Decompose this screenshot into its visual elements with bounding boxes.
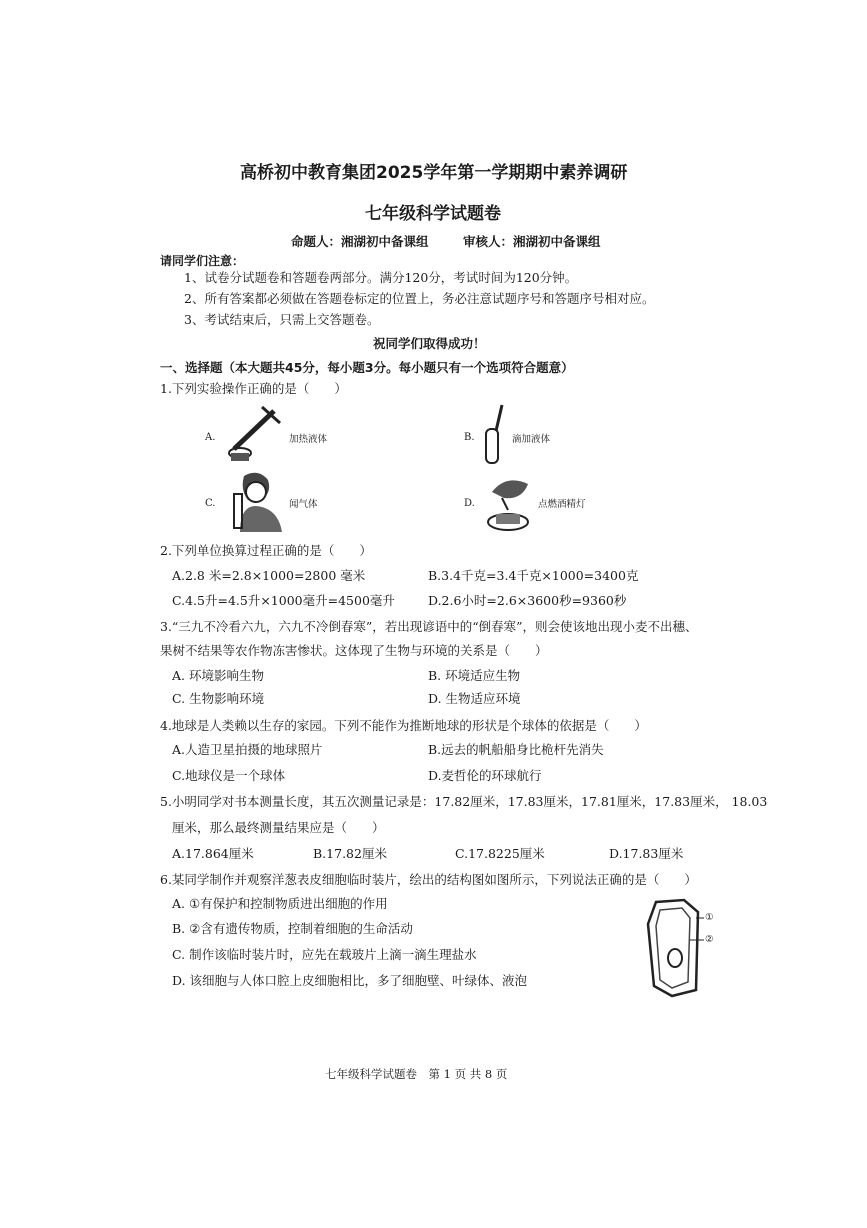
question-1-stem: 1.下列实验操作正确的是（ ） <box>160 381 347 396</box>
question-6-option: D. 该细胞与人体口腔上皮细胞相比，多了细胞壁、叶绿体、液泡 <box>172 973 528 988</box>
option-caption: 滴加液体 <box>512 434 551 445</box>
cell-label-2: ② <box>705 934 714 945</box>
question-5-stem: 5.小明同学对书本测量长度，其五次测量记录是：17.82厘米，17.83厘米，17.81厘米，17.83厘米， 18.03 <box>160 794 768 809</box>
section-heading: 一、选择题（本大题共45分，每小题3分。每小题只有一个选项符合题意） <box>160 360 574 375</box>
option-letter: C. <box>205 498 216 509</box>
question-5-option: C.17.8225厘米 <box>455 846 545 861</box>
onion-cell-diagram <box>638 898 714 998</box>
lighting-alcohol-lamp-figure <box>482 470 534 532</box>
question-4-option: C.地球仪是一个球体 <box>172 768 286 783</box>
question-6-option: C. 制作该临时装片时，应先在载玻片上滴一滴生理盐水 <box>172 947 477 962</box>
option-caption: 点燃酒精灯 <box>538 499 586 510</box>
notice-item: 3、考试结束后，只需上交答题卷。 <box>184 312 380 327</box>
question-3-option: A. 环境影响生物 <box>172 668 264 683</box>
exam-subtitle: 七年级科学试题卷 <box>365 204 501 224</box>
question-2-option: B.3.4千克=3.4千克×1000=3400克 <box>428 568 639 583</box>
question-2-option: A.2.8 米=2.8×1000=2800 毫米 <box>172 568 366 583</box>
dropping-liquid-figure <box>482 403 512 467</box>
question-3-option: C. 生物影响环境 <box>172 691 265 706</box>
question-4-option: B.远去的帆船船身比桅杆先消失 <box>428 742 604 757</box>
heating-liquid-figure <box>222 403 284 465</box>
cell-label-1: ① <box>705 912 714 923</box>
question-3-stem: 3.“三九不冷看六九，六九不冷倒春寒”，若出现谚语中的“倒春寒”，则会使该地出现小麦不出穗、 <box>160 619 698 634</box>
option-letter: D. <box>464 498 475 509</box>
notice-heading: 请同学们注意： <box>160 254 245 268</box>
reviewer-label: 审核人：湘湖初中备课组 <box>463 234 601 249</box>
wish-text: 祝同学们取得成功！ <box>373 336 486 351</box>
exam-title: 高桥初中教育集团2025学年第一学期期中素养调研 <box>240 163 628 183</box>
question-2-option: D.2.6小时=2.6×3600秒=9360秒 <box>428 593 627 608</box>
option-caption: 加热液体 <box>289 434 328 445</box>
question-3-option: D. 生物适应环境 <box>428 691 521 706</box>
option-caption: 闻气体 <box>289 499 318 510</box>
question-3-option: B. 环境适应生物 <box>428 668 521 683</box>
question-6-option: B. ②含有遗传物质，控制着细胞的生命活动 <box>172 921 413 936</box>
page-footer: 七年级科学试题卷 第 1 页 共 8 页 <box>325 1067 508 1081</box>
option-letter: B. <box>464 432 475 443</box>
option-letter: A. <box>205 432 216 443</box>
smelling-gas-figure <box>222 470 286 532</box>
question-2-option: C.4.5升=4.5升×1000毫升=4500毫升 <box>172 593 395 608</box>
question-5-option: D.17.83厘米 <box>609 846 684 861</box>
question-5-stem-cont: 厘米，那么最终测量结果应是（ ） <box>172 820 385 835</box>
question-2-stem: 2.下列单位换算过程正确的是（ ） <box>160 543 372 558</box>
question-4-stem: 4.地球是人类赖以生存的家园。下列不能作为推断地球的形状是个球体的依据是（ ） <box>160 718 647 733</box>
question-5-option: A.17.864厘米 <box>172 846 254 861</box>
author-label: 命题人：湘湖初中备课组 <box>291 234 429 249</box>
question-4-option: A.人造卫星拍摄的地球照片 <box>172 742 323 757</box>
notice-item: 2、所有答案都必须做在答题卷标定的位置上，务必注意试题序号和答题序号相对应。 <box>184 291 655 306</box>
question-6-stem: 6.某同学制作并观察洋葱表皮细胞临时装片，绘出的结构图如图所示，下列说法正确的是（ ） <box>160 872 697 887</box>
question-4-option: D.麦哲伦的环球航行 <box>428 768 542 783</box>
notice-item: 1、试卷分试题卷和答题卷两部分。满分120分，考试时间为120分钟。 <box>184 270 578 285</box>
question-5-option: B.17.82厘米 <box>313 846 387 861</box>
question-6-option: A. ①有保护和控制物质进出细胞的作用 <box>172 896 388 911</box>
question-3-stem-cont: 果树不结果等农作物冻害惨状。这体现了生物与环境的关系是（ ） <box>160 643 548 658</box>
